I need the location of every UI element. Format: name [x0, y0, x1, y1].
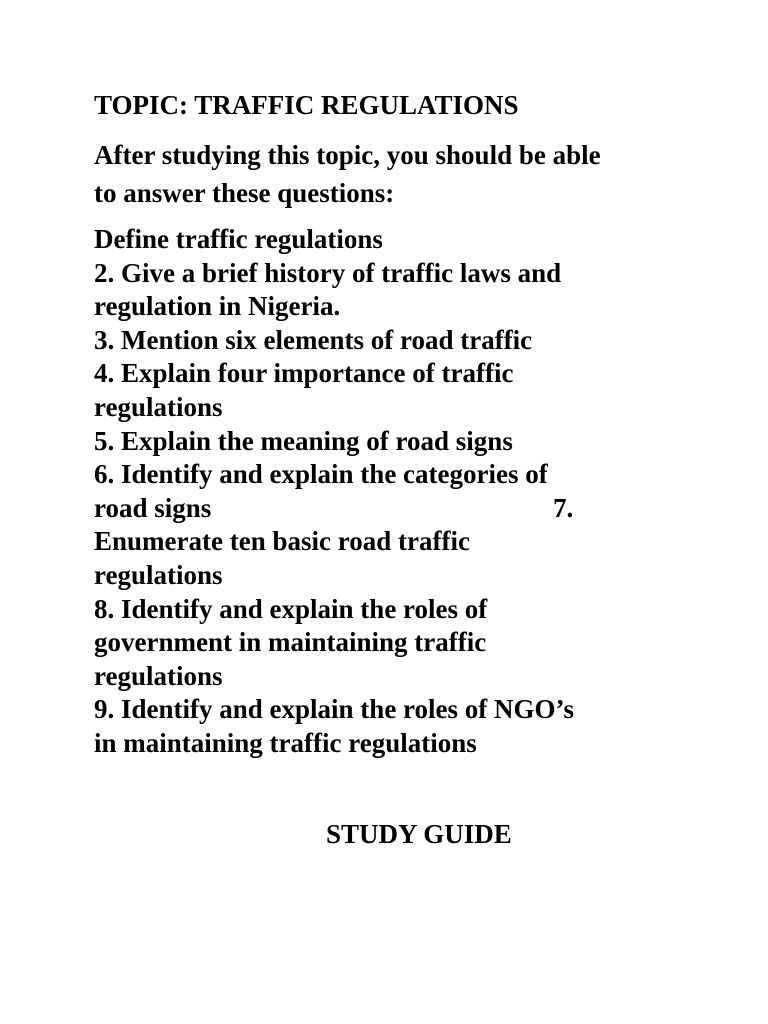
- question-line: government in maintaining traffic: [94, 627, 487, 658]
- question-line: Define traffic regulations: [94, 224, 383, 254]
- question-line: 6. Identify and explain the categories of: [94, 459, 548, 490]
- question-7-number: 7.: [553, 492, 574, 523]
- question-line: regulations: [94, 391, 223, 422]
- intro-line: to answer these questions:: [94, 178, 395, 208]
- question-line: 9. Identify and explain the roles of NGO’s: [94, 694, 575, 725]
- question-line: in maintaining traffic regulations: [94, 727, 477, 758]
- question-line: 4. Explain four importance of traffic: [94, 358, 514, 389]
- question-line: 3. Mention six elements of road traffic: [94, 324, 533, 355]
- study-guide-heading: STUDY GUIDE: [326, 819, 512, 849]
- question-line: 2. Give a brief history of traffic laws and: [94, 257, 562, 288]
- question-line: 8. Identify and explain the roles of: [94, 593, 488, 624]
- question-line: 5. Explain the meaning of road signs: [94, 425, 513, 456]
- question-list: [94, 223, 694, 761]
- intro-paragraph: [94, 136, 694, 212]
- question-line: regulation in Nigeria.: [94, 291, 341, 322]
- question-line-road-signs: [94, 492, 694, 526]
- question-line: Enumerate ten basic road traffic: [94, 526, 470, 557]
- question-line-text: road signs: [94, 492, 212, 523]
- topic-heading: TOPIC: TRAFFIC REGULATIONS: [94, 90, 519, 120]
- question-line: regulations: [94, 559, 223, 590]
- question-line: regulations: [94, 660, 223, 691]
- intro-line: After studying this topic, you should be able: [94, 140, 601, 170]
